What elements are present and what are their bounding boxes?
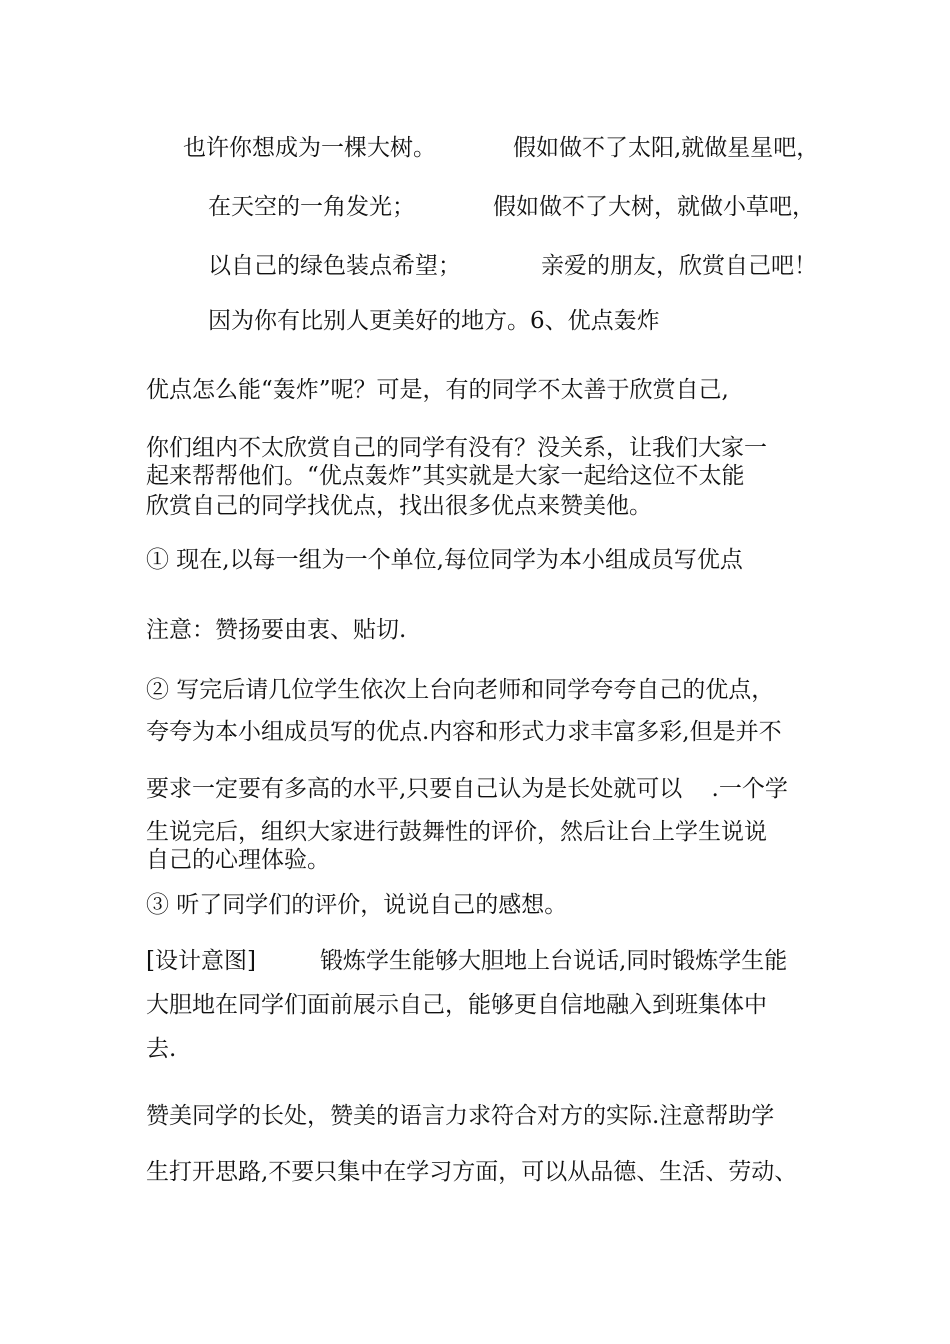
step-2-line: 要求一定要有多高的水平,只要自己认为是长处就可以 .一个学 xyxy=(146,776,788,802)
poem-line-1b: 假如做不了太阳,就做星星吧， xyxy=(513,135,820,161)
step-2-line: ② 写完后请几位学生依次上台向老师和同学夸夸自己的优点， xyxy=(146,677,775,703)
paragraph-intro: 优点怎么能“轰炸”呢？可是，有的同学不太善于欣赏自己, xyxy=(146,377,729,403)
step-2-line: 生说完后，组织大家进行鼓舞性的评价，然后让台上学生说说 xyxy=(146,819,767,845)
paragraph-line: 起来帮帮他们。“优点轰炸”其实就是大家一起给这位不太能 xyxy=(146,463,745,489)
poem-line-2a: 在天空的一角发光； xyxy=(208,194,415,220)
poem-line-2b: 假如做不了大树，就做小草吧， xyxy=(493,194,815,220)
praise-line: 赞美同学的长处，赞美的语言力求符合对方的实际.注意帮助学 xyxy=(146,1103,775,1129)
praise-line: 生打开思路,不要只集中在学习方面，可以从品德、生活、劳动、 xyxy=(146,1159,798,1185)
poem-line-4: 因为你有比别人更美好的地方。6、优点轰炸 xyxy=(208,308,660,334)
paragraph-line: 欣赏自己的同学找优点，找出很多优点来赞美他。 xyxy=(146,493,652,519)
design-intent-line: 锻炼学生能够大胆地上台说话,同时锻炼学生能 xyxy=(320,948,788,974)
paragraph-line: 你们组内不太欣赏自己的同学有没有？没关系，让我们大家一 xyxy=(146,435,767,461)
poem-line-3b: 亲爱的朋友，欣赏自己吧！ xyxy=(541,253,817,279)
poem-line-1a: 也许你想成为一棵大树。 xyxy=(183,135,436,161)
note: 注意：赞扬要由衷、贴切. xyxy=(146,617,407,643)
step-3: ③ 听了同学们的评价，说说自己的感想。 xyxy=(146,892,568,918)
step-2-line: 自己的心理体验。 xyxy=(146,847,330,873)
design-intent-line: 大胆地在同学们面前展示自己，能够更自信地融入到班集体中 xyxy=(146,992,767,1018)
poem-line-3a: 以自己的绿色装点希望； xyxy=(208,253,461,279)
step-1: ① 现在,以每一组为一个单位,每位同学为本小组成员写优点 xyxy=(146,547,743,573)
design-intent-label: [设计意图] xyxy=(146,948,256,974)
step-2-line: 夸夸为本小组成员写的优点.内容和形式力求丰富多彩,但是并不 xyxy=(146,719,782,745)
design-intent-line: 去. xyxy=(146,1036,177,1062)
